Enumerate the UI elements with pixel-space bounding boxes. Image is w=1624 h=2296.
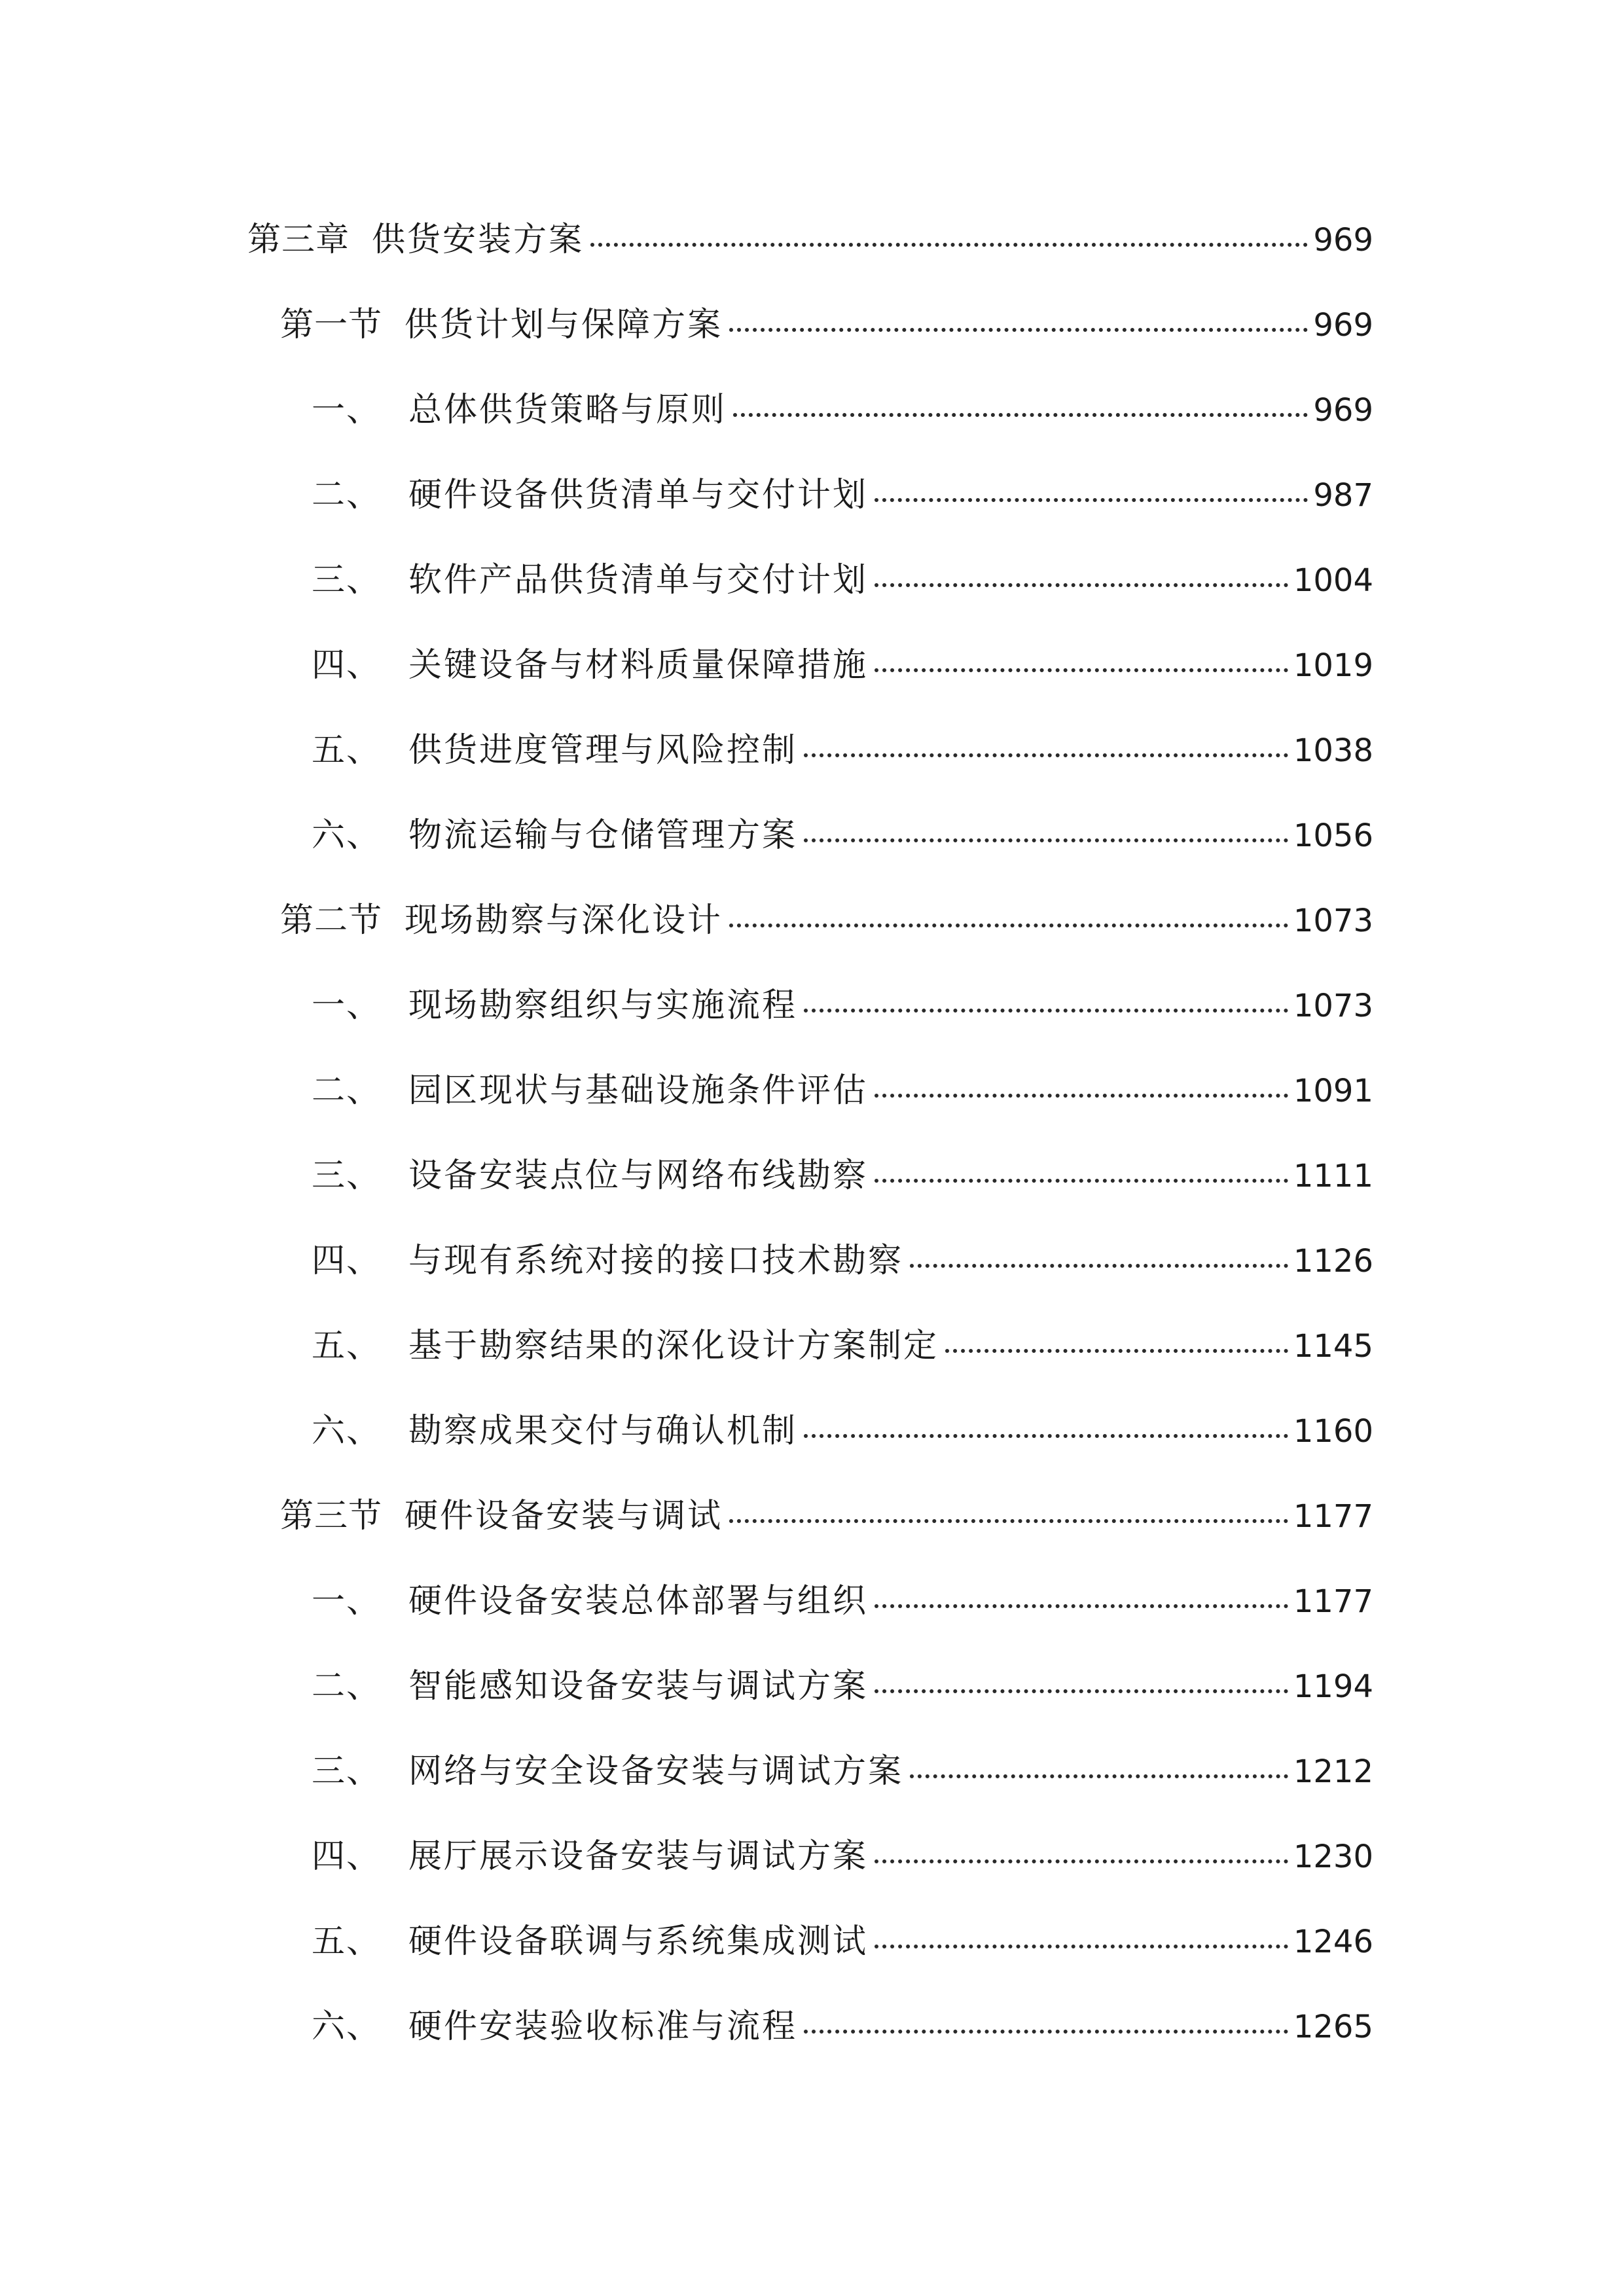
dot-leader [804,2029,1288,2034]
item-number: 二、 [312,476,382,514]
item-title: 网络与安全设备安装与调试方案 [408,1752,904,1791]
item-title: 硬件安装验收标准与流程 [408,2007,798,2046]
page-number: 987 [1313,477,1373,514]
toc-entry-item[interactable] [312,1916,1373,1968]
section-title: 硬件设备安装与调试 [405,1497,723,1535]
dot-leader [875,1944,1288,1948]
dot-leader [729,327,1308,332]
item-number: 六、 [312,816,382,855]
toc-entry-chapter[interactable] [247,214,1373,266]
page-number: 1160 [1293,1413,1373,1450]
toc-entry-section[interactable] [280,895,1373,947]
toc-entry-item[interactable] [312,639,1373,692]
dot-leader [804,753,1288,757]
item-title: 硬件设备安装总体部署与组织 [408,1582,869,1621]
dot-leader [875,1093,1288,1098]
item-title: 勘察成果交付与确认机制 [408,1412,798,1450]
page-number: 969 [1313,392,1373,429]
toc-entry-item[interactable] [312,1235,1373,1287]
item-title: 软件产品供货清单与交付计划 [408,561,869,600]
item-number: 一、 [312,986,382,1025]
toc-entry-item[interactable] [312,1660,1373,1713]
item-number: 二、 [312,1667,382,1706]
toc-entry-item[interactable] [312,725,1373,777]
toc-entry-item[interactable] [312,1575,1373,1628]
page-number: 1194 [1293,1668,1373,1705]
chapter-number: 第三章 [247,221,350,259]
item-title: 智能感知设备安装与调试方案 [408,1667,869,1706]
dot-leader [729,923,1288,927]
item-number: 四、 [312,1837,382,1876]
item-number: 四、 [312,1242,382,1280]
page-number: 1111 [1293,1158,1373,1194]
toc-entry-item[interactable] [312,384,1373,437]
dot-leader [910,1774,1288,1778]
toc-entry-item[interactable] [312,980,1373,1032]
item-number: 一、 [312,1582,382,1621]
page-number: 1212 [1293,1753,1373,1790]
dot-leader [875,1178,1288,1183]
item-number: 六、 [312,1412,382,1450]
dot-leader [875,668,1288,672]
page-number: 1177 [1293,1583,1373,1620]
item-title: 展厅展示设备安装与调试方案 [408,1837,869,1876]
toc-entry-item[interactable] [312,810,1373,862]
page-number: 1246 [1293,1924,1373,1960]
item-number: 五、 [312,1327,382,1365]
page-number: 1265 [1293,2009,1373,2045]
item-number: 三、 [312,1157,382,1195]
toc-entry-section[interactable] [280,299,1373,351]
section-title: 现场勘察与深化设计 [405,901,723,940]
dot-leader [804,838,1288,842]
item-number: 六、 [312,2007,382,2046]
dot-leader [875,497,1308,502]
item-number: 三、 [312,1752,382,1791]
item-title: 物流运输与仓储管理方案 [408,816,798,855]
item-title: 硬件设备联调与系统集成测试 [408,1922,869,1961]
toc-entry-item[interactable] [312,554,1373,607]
toc-entry-item[interactable] [312,469,1373,522]
chapter-title: 供货安装方案 [372,221,585,259]
dot-leader [590,242,1308,247]
page-number: 1145 [1293,1328,1373,1365]
toc-entry-item[interactable] [312,1320,1373,1372]
item-title: 园区现状与基础设施条件评估 [408,1071,869,1110]
section-number: 第二节 [280,901,383,940]
page-number: 969 [1313,307,1373,344]
dot-leader [804,1433,1288,1438]
dot-leader [729,1518,1288,1523]
page-number: 1126 [1293,1243,1373,1280]
item-title: 关键设备与材料质量保障措施 [408,646,869,685]
toc-entry-item[interactable] [312,1746,1373,1798]
item-number: 四、 [312,646,382,685]
section-title: 供货计划与保障方案 [405,306,723,344]
toc-entry-item[interactable] [312,1831,1373,1883]
toc-entry-item[interactable] [312,1150,1373,1202]
dot-leader [875,583,1288,587]
item-title: 硬件设备供货清单与交付计划 [408,476,869,514]
toc-entry-item[interactable] [312,1405,1373,1458]
page-number: 969 [1313,222,1373,259]
item-title: 与现有系统对接的接口技术勘察 [408,1242,904,1280]
dot-leader [910,1263,1288,1268]
dot-leader [875,1859,1288,1863]
dot-leader [804,1008,1288,1013]
dot-leader [875,1689,1288,1693]
section-number: 第一节 [280,306,383,344]
toc-entry-section[interactable] [280,1490,1373,1543]
item-number: 五、 [312,1922,382,1961]
page-number: 1073 [1293,903,1373,939]
item-title: 总体供货策略与原则 [408,391,727,429]
item-title: 基于勘察结果的深化设计方案制定 [408,1327,939,1365]
page-number: 1230 [1293,1839,1373,1875]
toc-entry-item[interactable] [312,2001,1373,2053]
item-number: 三、 [312,561,382,600]
page-number: 1056 [1293,817,1373,854]
page-number: 1038 [1293,732,1373,769]
page-number: 1004 [1293,562,1373,599]
page-number: 1019 [1293,647,1373,684]
item-number: 二、 [312,1071,382,1110]
item-title: 供货进度管理与风险控制 [408,731,798,770]
dot-leader [945,1348,1288,1353]
dot-leader [875,1604,1288,1608]
toc-entry-item[interactable] [312,1065,1373,1117]
item-number: 五、 [312,731,382,770]
item-number: 一、 [312,391,382,429]
page-number: 1073 [1293,988,1373,1024]
page-number: 1177 [1293,1498,1373,1535]
section-number: 第三节 [280,1497,383,1535]
page-number: 1091 [1293,1073,1373,1109]
dot-leader [733,412,1308,417]
item-title: 现场勘察组织与实施流程 [408,986,798,1025]
item-title: 设备安装点位与网络布线勘察 [408,1157,869,1195]
